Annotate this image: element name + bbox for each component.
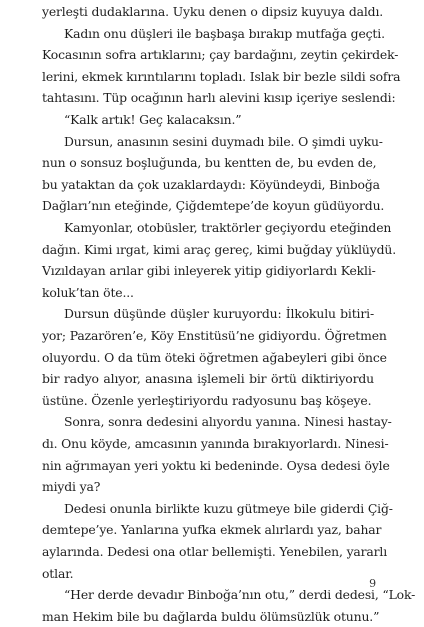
text-line: dağın. Kimi ırgat, kimi araç gereç, kimi buğday yüklüydü. xyxy=(42,241,396,257)
text-line: üstüne. Özenle yerleştiriyordu radyosunu baş köşeye. xyxy=(42,392,372,408)
text-line: yerleşti dudaklarına. Uyku denen o dipsiz kuyuya daldı. xyxy=(42,4,384,19)
text-line: yor; Pazarören’e, Köy Enstitüsü’ne gidiyordu. Öğretmen xyxy=(42,328,387,343)
text-line: otlar. xyxy=(42,565,74,581)
text-line: “Her derde devadır Binboğa’nın otu,” derdi dedesi, “Lok- xyxy=(64,587,416,603)
text-line: tahtasını. Tüp ocağının harlı alevini kısıp içeriye seslendi: xyxy=(42,90,396,106)
text-line: Dağları’nın eteğinde, Çiğdemtepe’de koyun güdüyordu. xyxy=(42,198,385,214)
text-line: Dursun, anasının sesini duymadı bile. O şimdi uyku- xyxy=(64,133,383,149)
text-line: Vızıldayan arılar gibi inleyerek yitip gidiyorlardı Kekli- xyxy=(42,263,376,279)
text-line: miydi ya? xyxy=(42,479,101,495)
text-line: aylarında. Dedesi ona otlar bellemişti. Yenebilen, yararlı xyxy=(42,544,388,559)
text-line: dı. Onu köyde, amcasının yanında bırakıyorlardı. Ninesi- xyxy=(42,436,389,451)
text-line: koluk’tan öte... xyxy=(42,284,134,300)
text-line: “Kalk artık! Geç kalacaksın.” xyxy=(64,112,242,127)
text-line: man Hekim bile bu dağlarda buldu ölümsüzlük otunu.” xyxy=(42,608,380,624)
text-line: nun o sonsuz boşluğunda, bu kentten de, bu evden de, xyxy=(42,155,377,171)
text-line: Kocasının sofra artıklarını; çay bardağını, zeytin çekirdek- xyxy=(42,47,399,63)
text-line: Kamyonlar, otobüsler, traktörler geçiyordu eteğinden xyxy=(64,220,392,235)
text-line: Sonra, sonra dedesini alıyordu yanına. Ninesi hastay- xyxy=(64,414,392,430)
text-line: bir radyo alıyor, anasına işlemeli bir örtü diktiriyordu xyxy=(42,371,374,387)
text-line: lerini, ekmek kırıntılarını topladı. Islak bir bezle sildi sofra xyxy=(42,68,401,84)
text-line: demtepe’ye. Yanlarına yufka ekmek alırlardı yaz, bahar xyxy=(42,522,382,538)
text-line: oluyordu. O da tüm öteki öğretmen ağabeyleri gibi önce xyxy=(42,349,387,365)
text-line: Dedesi onunla birlikte kuzu gütmeye bile giderdi Çiğ- xyxy=(64,500,393,516)
text-line: Dursun düşünde düşler kuruyordu: İlkokulu bitiri- xyxy=(64,306,374,322)
text-line: nin ağrımayan yeri yoktu ki bedeninde. Oysa dedesi öyle xyxy=(42,457,390,473)
text-line: bu yataktan da çok uzaklardaydı: Köyündeydi, Binboğa xyxy=(42,176,380,192)
text-line: Kadın onu düşleri ile başbaşa bırakıp mutfağa geçti. xyxy=(64,25,385,41)
page-number: 9 xyxy=(369,577,376,590)
